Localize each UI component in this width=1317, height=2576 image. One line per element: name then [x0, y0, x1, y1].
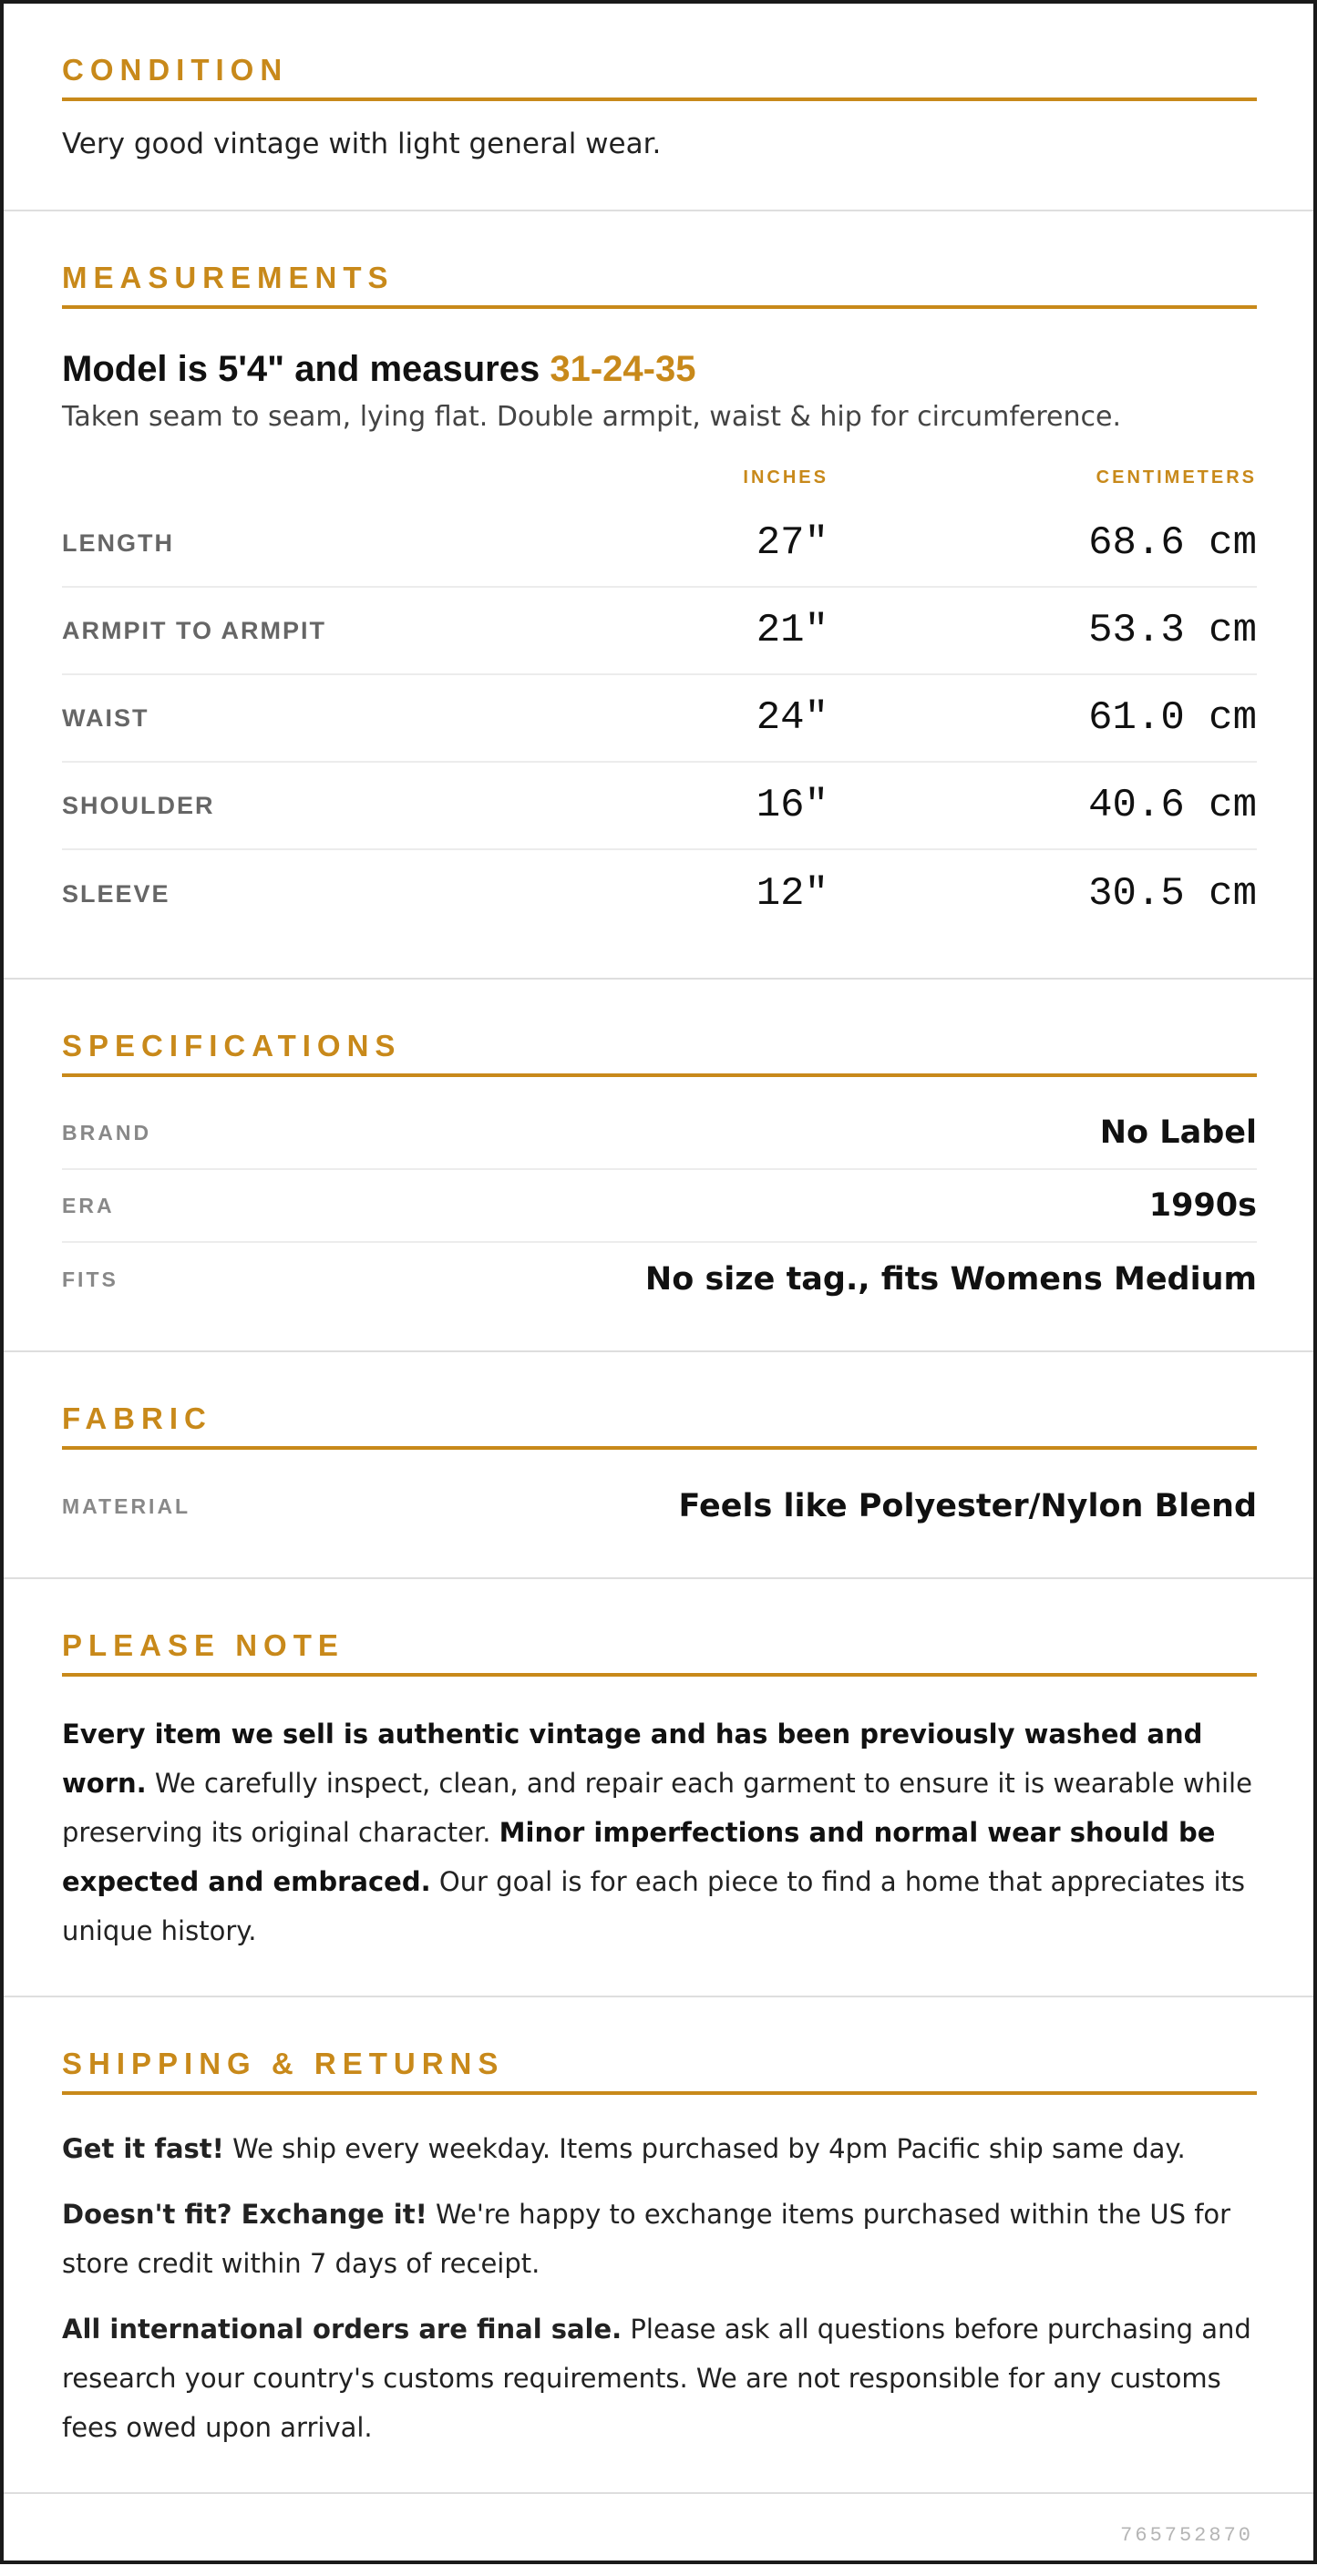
condition-heading: CONDITION [62, 4, 1257, 101]
measurement-table [62, 500, 1257, 978]
table-row [62, 675, 1257, 763]
model-info [62, 347, 1257, 391]
measurements-section [4, 211, 1313, 980]
table-row [62, 500, 1257, 588]
measurement-label: SLEEVE [62, 879, 170, 908]
measurement-label: SHOULDER [62, 791, 215, 819]
measurements-heading: MEASUREMENTS [62, 211, 1257, 309]
spec-key-brand: BRAND [62, 1120, 152, 1144]
condition-section [4, 4, 1313, 211]
measurement-cm: 30.5 cm [1088, 871, 1257, 918]
model-prefix: Model is 5'4" and measures [62, 349, 550, 390]
list-item [62, 1470, 1257, 1543]
measurement-label: LENGTH [62, 529, 174, 557]
international-paragraph [62, 2304, 1257, 2452]
exchange-text: We're happy to exchange items purchased within the US for store credit within 7 days of receipt. [62, 2199, 1231, 2280]
note-bold-2: Minor imperfections and normal wear should be expected and embraced. [62, 1817, 1216, 1898]
international-text: Please ask all questions before purchasing and research your country's customs requirements. We are not responsible for any customs fees owed upon arrival. [62, 2314, 1251, 2444]
shipping-section [4, 1997, 1313, 2494]
measurement-header [62, 464, 1257, 491]
exchange-paragraph [62, 2190, 1257, 2288]
spec-key-era: ERA [62, 1193, 115, 1217]
fabric-heading: FABRIC [62, 1352, 1257, 1450]
measurement-label: WAIST [62, 703, 149, 732]
exchange-bold: Doesn't fit? Exchange it! [62, 2199, 427, 2231]
shipping-bold: Get it fast! [62, 2133, 224, 2165]
header-centimeters: CENTIMETERS [1096, 467, 1257, 487]
list-item [62, 1097, 1257, 1170]
measurement-cm: 40.6 cm [1088, 783, 1257, 829]
spec-value-brand: No Label [1099, 1114, 1257, 1152]
please-note-heading: PLEASE NOTE [62, 1579, 1257, 1677]
measurement-description: Taken seam to seam, lying flat. Double armpit, waist & hip for circumference. [62, 401, 1122, 434]
please-note-section [4, 1579, 1313, 1997]
fabric-list [62, 1450, 1257, 1577]
measurement-cm: 61.0 cm [1088, 695, 1257, 742]
spec-value-era: 1990s [1148, 1187, 1257, 1225]
shipping-text: We ship every weekday. Items purchased by 4pm Pacific ship same day. [223, 2133, 1186, 2165]
list-item [62, 1170, 1257, 1243]
measurement-cm: 53.3 cm [1088, 608, 1257, 654]
measurement-cm: 68.6 cm [1088, 520, 1257, 567]
note-text-2: Our goal is for each piece to find a home that appreciates its unique history. [62, 1866, 1246, 1947]
sku-number: 765752870 [1120, 2523, 1253, 2547]
fabric-section [4, 1352, 1313, 1579]
shipping-paragraph [62, 2124, 1257, 2173]
list-item [62, 1243, 1257, 1316]
specifications-section [4, 980, 1313, 1352]
condition-text: Very good vintage with light general wear. [62, 128, 662, 160]
note-text-1: We carefully inspect, clean, and repair each garment to ensure it is wearable while preserving its original character. [62, 1768, 1252, 1849]
specifications-heading: SPECIFICATIONS [62, 980, 1257, 1077]
measurement-inches: 16" [756, 783, 828, 829]
shipping-content [62, 2095, 1257, 2492]
header-inches: INCHES [743, 467, 828, 487]
model-measures: 31-24-35 [550, 349, 696, 390]
note-paragraph [62, 1677, 1257, 1996]
measurement-inches: 27" [756, 520, 828, 567]
measurement-inches: 24" [756, 695, 828, 742]
table-row [62, 588, 1257, 675]
shipping-heading: SHIPPING & RETURNS [62, 1997, 1257, 2095]
table-row [62, 763, 1257, 850]
note-bold-1: Every item we sell is authentic vintage and has been previously washed and worn. [62, 1719, 1203, 1800]
measurement-inches: 12" [756, 871, 828, 918]
fabric-key-material: MATERIAL [62, 1493, 191, 1518]
table-row [62, 850, 1257, 938]
specifications-list [62, 1077, 1257, 1350]
measurement-label: ARMPIT TO ARMPIT [62, 616, 326, 644]
measurement-inches: 21" [756, 608, 828, 654]
international-bold: All international orders are final sale. [62, 2314, 622, 2345]
spec-key-fits: FITS [62, 1267, 118, 1291]
spec-value-fits: No size tag., fits Womens Medium [644, 1261, 1257, 1298]
fabric-value-material: Feels like Polyester/Nylon Blend [678, 1488, 1257, 1525]
